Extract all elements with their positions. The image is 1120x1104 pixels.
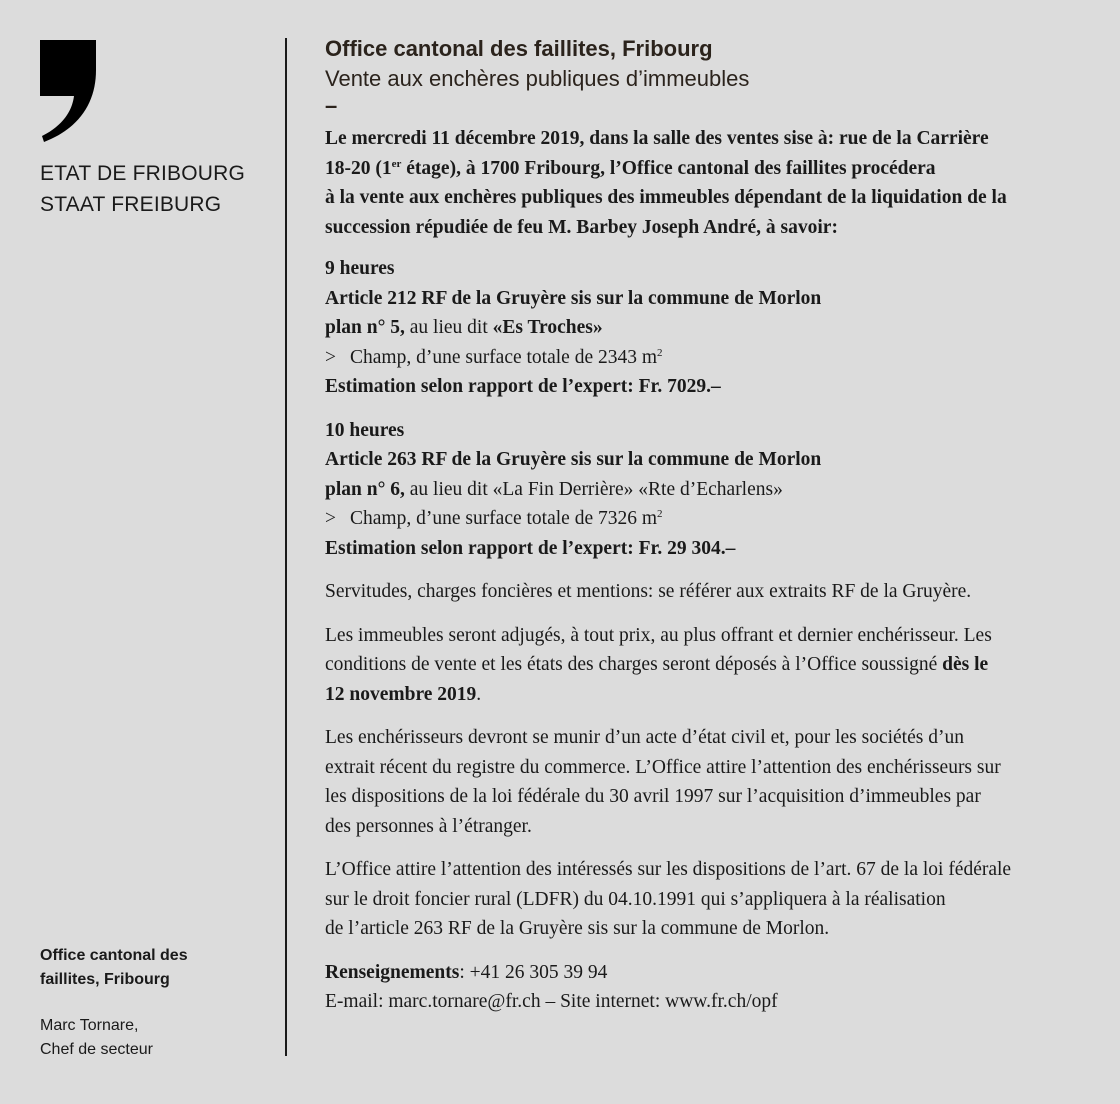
item-article: Article 263 RF de la Gruyère sis sur la commune de Morlon <box>325 449 822 470</box>
plan-place: au lieu dit <box>404 317 493 338</box>
sidebar-person: Marc Tornare, <box>40 1017 139 1034</box>
intro-sup: er <box>391 157 402 170</box>
item-description <box>325 504 1085 534</box>
item-time: 10 heures <box>325 419 405 441</box>
title-dash: – <box>325 93 338 118</box>
plan-number: plan n° 5, <box>325 317 405 338</box>
plan-place: au lieu dit «La Fin Derrière» «Rte d’Echarlens» <box>404 478 783 500</box>
desc-sup: 2 <box>657 508 663 520</box>
intro-paragraph <box>325 124 1085 242</box>
bidders-text: les dispositions de la loi fédérale du 30 avril 1997 sur l’acquisition d’immeubles par <box>325 786 981 807</box>
page-title: Office cantonal des faillites, Fribourg <box>325 36 713 61</box>
sidebar-role: Chef de secteur <box>40 1041 153 1058</box>
ldfr-paragraph <box>325 855 1085 944</box>
item-time: 9 heures <box>325 258 395 279</box>
conditions-text: Les immeubles seront adjugés, à tout prix, au plus offrant et dernier enchérisseur. Les <box>325 624 992 646</box>
comma-logo-icon <box>40 40 96 142</box>
ldfr-text: L’Office attire l’attention des intéressés sur les dispositions de l’art. 67 de la loi fédérale <box>325 859 1012 880</box>
website-link[interactable]: www.fr.ch/opf <box>665 991 778 1012</box>
announcement <box>325 34 1085 1017</box>
sidebar-office-line: faillites, Fribourg <box>40 971 170 988</box>
contact-paragraph <box>325 958 1085 1017</box>
conditions-date: 12 novembre 2019 <box>325 683 477 705</box>
sidebar-office <box>40 944 240 992</box>
contact-colon: : <box>459 961 470 983</box>
item-plan <box>325 475 1085 505</box>
bidders-text: Les enchérisseurs devront se munir d’un acte d’état civil et, pour les sociétés d’un <box>325 727 964 748</box>
item-plan <box>325 313 1085 343</box>
email-label: E-mail: <box>325 991 389 1012</box>
conditions-text: . <box>476 683 482 705</box>
bidders-paragraph <box>325 723 1085 841</box>
bidders-text: des personnes à l’étranger. <box>325 815 532 837</box>
intro-date: Le mercredi 11 décembre 2019, <box>325 128 585 149</box>
website-label: – Site internet: <box>540 991 666 1012</box>
vertical-divider <box>285 38 287 1056</box>
item-estimate: Estimation selon rapport de l’expert: Fr. 7029.– <box>325 376 721 397</box>
plan-number: plan n° 6, <box>325 478 405 500</box>
arrow-marker: > <box>325 508 336 529</box>
intro-text: 18-20 (1 <box>325 157 392 179</box>
page-subtitle: Vente aux enchères publiques d’immeubles <box>325 66 750 91</box>
item-article: Article 212 RF de la Gruyère sis sur la commune de Morlon <box>325 287 822 309</box>
brand-line-fr: ETAT DE FRIBOURG <box>40 162 246 185</box>
contact-label: Renseignements <box>325 961 460 983</box>
property-item <box>325 254 1085 402</box>
item-estimate: Estimation selon rapport de l’expert: Fr. 29 304.– <box>325 537 736 559</box>
intro-text: succession répudiée de feu M. Barbey Joseph André, à savoir: <box>325 216 838 238</box>
desc-text: Champ, d’une surface totale de 7326 m <box>350 508 658 529</box>
property-item <box>325 416 1085 564</box>
arrow-marker: > <box>325 346 336 368</box>
servitudes-paragraph: Servitudes, charges foncières et mentions: se référer aux extraits RF de la Gruyère. <box>325 581 972 602</box>
email-link[interactable]: marc.tornare@fr.ch <box>388 991 541 1012</box>
conditions-date: dès le <box>942 654 989 675</box>
ldfr-text: sur le droit foncier rural (LDFR) du 04.10.1991 qui s’appliquera à la réalisation <box>325 888 946 910</box>
desc-text: Champ, d’une surface totale de 2343 m <box>350 346 658 368</box>
sidebar-office-line: Office cantonal des <box>40 947 188 964</box>
sidebar-contact <box>40 1014 240 1062</box>
brand <box>40 158 245 220</box>
intro-text: étage), à 1700 Fribourg, l’Office cantonal des faillites procédera <box>401 157 936 179</box>
bidders-text: extrait récent du registre du commerce. L’Office attire l’attention des enchérisseurs sur <box>325 756 1001 778</box>
desc-sup: 2 <box>657 346 663 359</box>
intro-text: dans la salle des ventes sise à: rue de la Carrière <box>584 128 989 149</box>
ldfr-text: de l’article 263 RF de la Gruyère sis sur la commune de Morlon. <box>325 918 830 939</box>
brand-line-de: STAAT FREIBURG <box>40 193 222 216</box>
contact-phone: +41 26 305 39 94 <box>469 961 608 983</box>
item-description <box>325 343 1085 373</box>
intro-text: à la vente aux enchères publiques des immeubles dépendant de la liquidation de la <box>325 187 1007 208</box>
plan-place-name: «Es Troches» <box>492 317 603 338</box>
conditions-text: conditions de vente et les états des charges seront déposés à l’Office soussigné <box>325 654 943 675</box>
conditions-paragraph <box>325 621 1085 710</box>
